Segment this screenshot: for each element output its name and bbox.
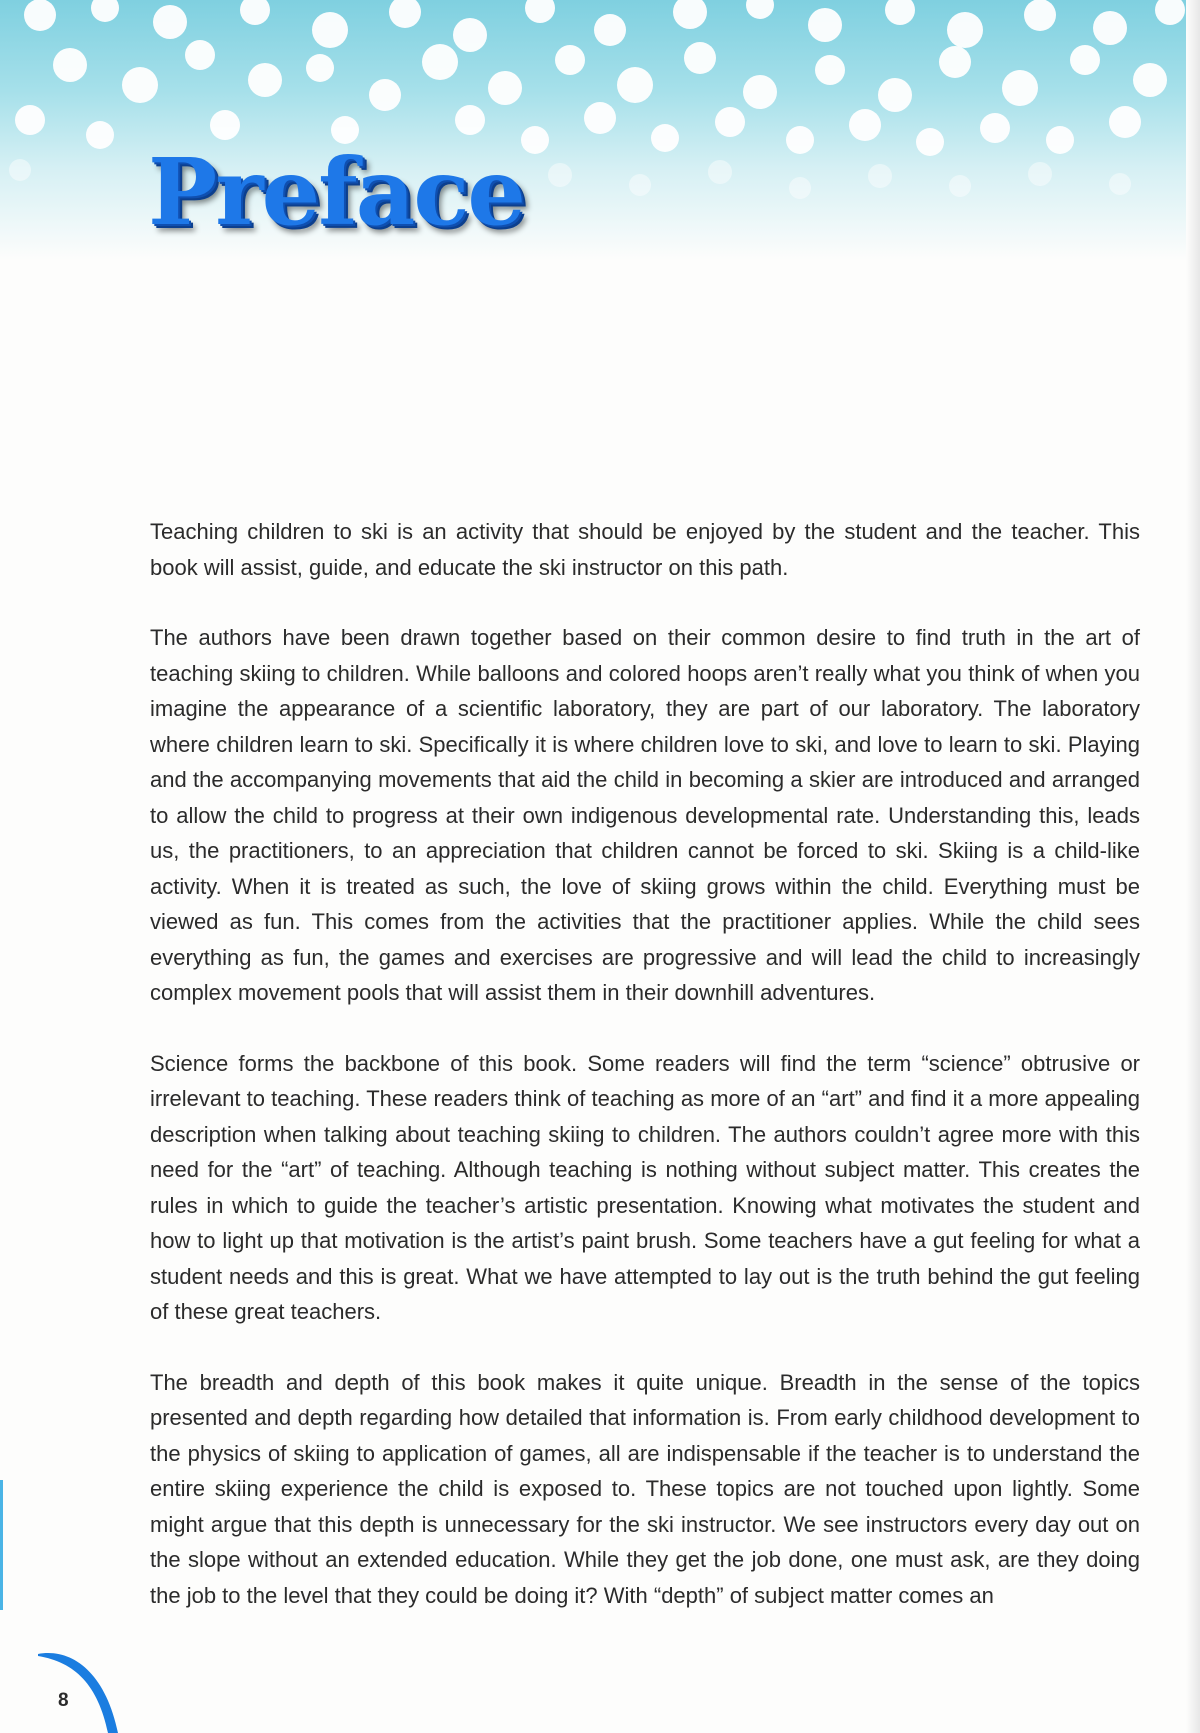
decorative-corner-arc <box>0 1640 140 1733</box>
body-text <box>150 514 1140 1648</box>
paragraph: The authors have been drawn together based on their common desire to find truth in the art of teaching skiing to children. While balloons and colored hoops aren’t really what you think of when you imagine the appearance of a scientific laboratory, they are part of our laboratory. The laboratory where children learn to ski. Specifically it is where children love to ski, and love to learn to ski. Playing and the accompanying movements that aid the child in becoming a skier are introduced and arranged to allow the child to progress at their own indigenous developmental rate. Understanding this, leads us, the practitioners, to an appreciation that children cannot be forced to ski. Skiing is a child-like activity. When it is treated as such, the love of skiing grows within the child. Everything must be viewed as fun. This comes from the activities that the practitioner applies. While the child sees everything as fun, the games and exercises are progressive and will lead the child to increasingly complex movement pools that will assist them in their downhill adventures. <box>150 625 1140 1005</box>
paragraph: Science forms the backbone of this book. Some readers will find the term “science” obtrusive or irrelevant to teaching. These readers think of teaching as more of an “art” and find it a more appealing description when talking about teaching skiing to children. The authors couldn’t agree more with this need for the “art” of teaching. Although teaching is nothing without subject matter. This creates the rules in which to guide the teacher’s artistic presentation. Knowing what motivates the student and how to light up that motivation is the artist’s paint brush. Some teachers have a gut feeling for what a student needs and this is great. What we have attempted to lay out is the truth behind the gut feeling of these great teachers. <box>150 1050 1140 1324</box>
page-number: 8 <box>58 1690 69 1711</box>
page-title: Preface <box>148 138 524 246</box>
paragraph: Teaching children to ski is an activity that should be enjoyed by the student and the teacher. This book will assist, guide, and educate the ski instructor on this path. <box>150 519 1140 580</box>
page-edge-shadow <box>1186 0 1200 1733</box>
paragraph: The breadth and depth of this book makes it quite unique. Breadth in the sense of the topics presented and depth regarding how detailed that information is. From early childhood development to the physics of skiing to application of games, all are indispensable if the teacher is to understand the entire skiing experience the child is exposed to. These topics are not touched upon lightly. Some might argue that this depth is unnecessary for the ski instructor. We see instructors every day out on the slope without an extended education. While they get the job done, one must ask, are they doing the job to the level that they could be doing it? With “depth” of subject matter comes an <box>150 1369 1140 1608</box>
decorative-side-strip <box>0 1480 3 1610</box>
